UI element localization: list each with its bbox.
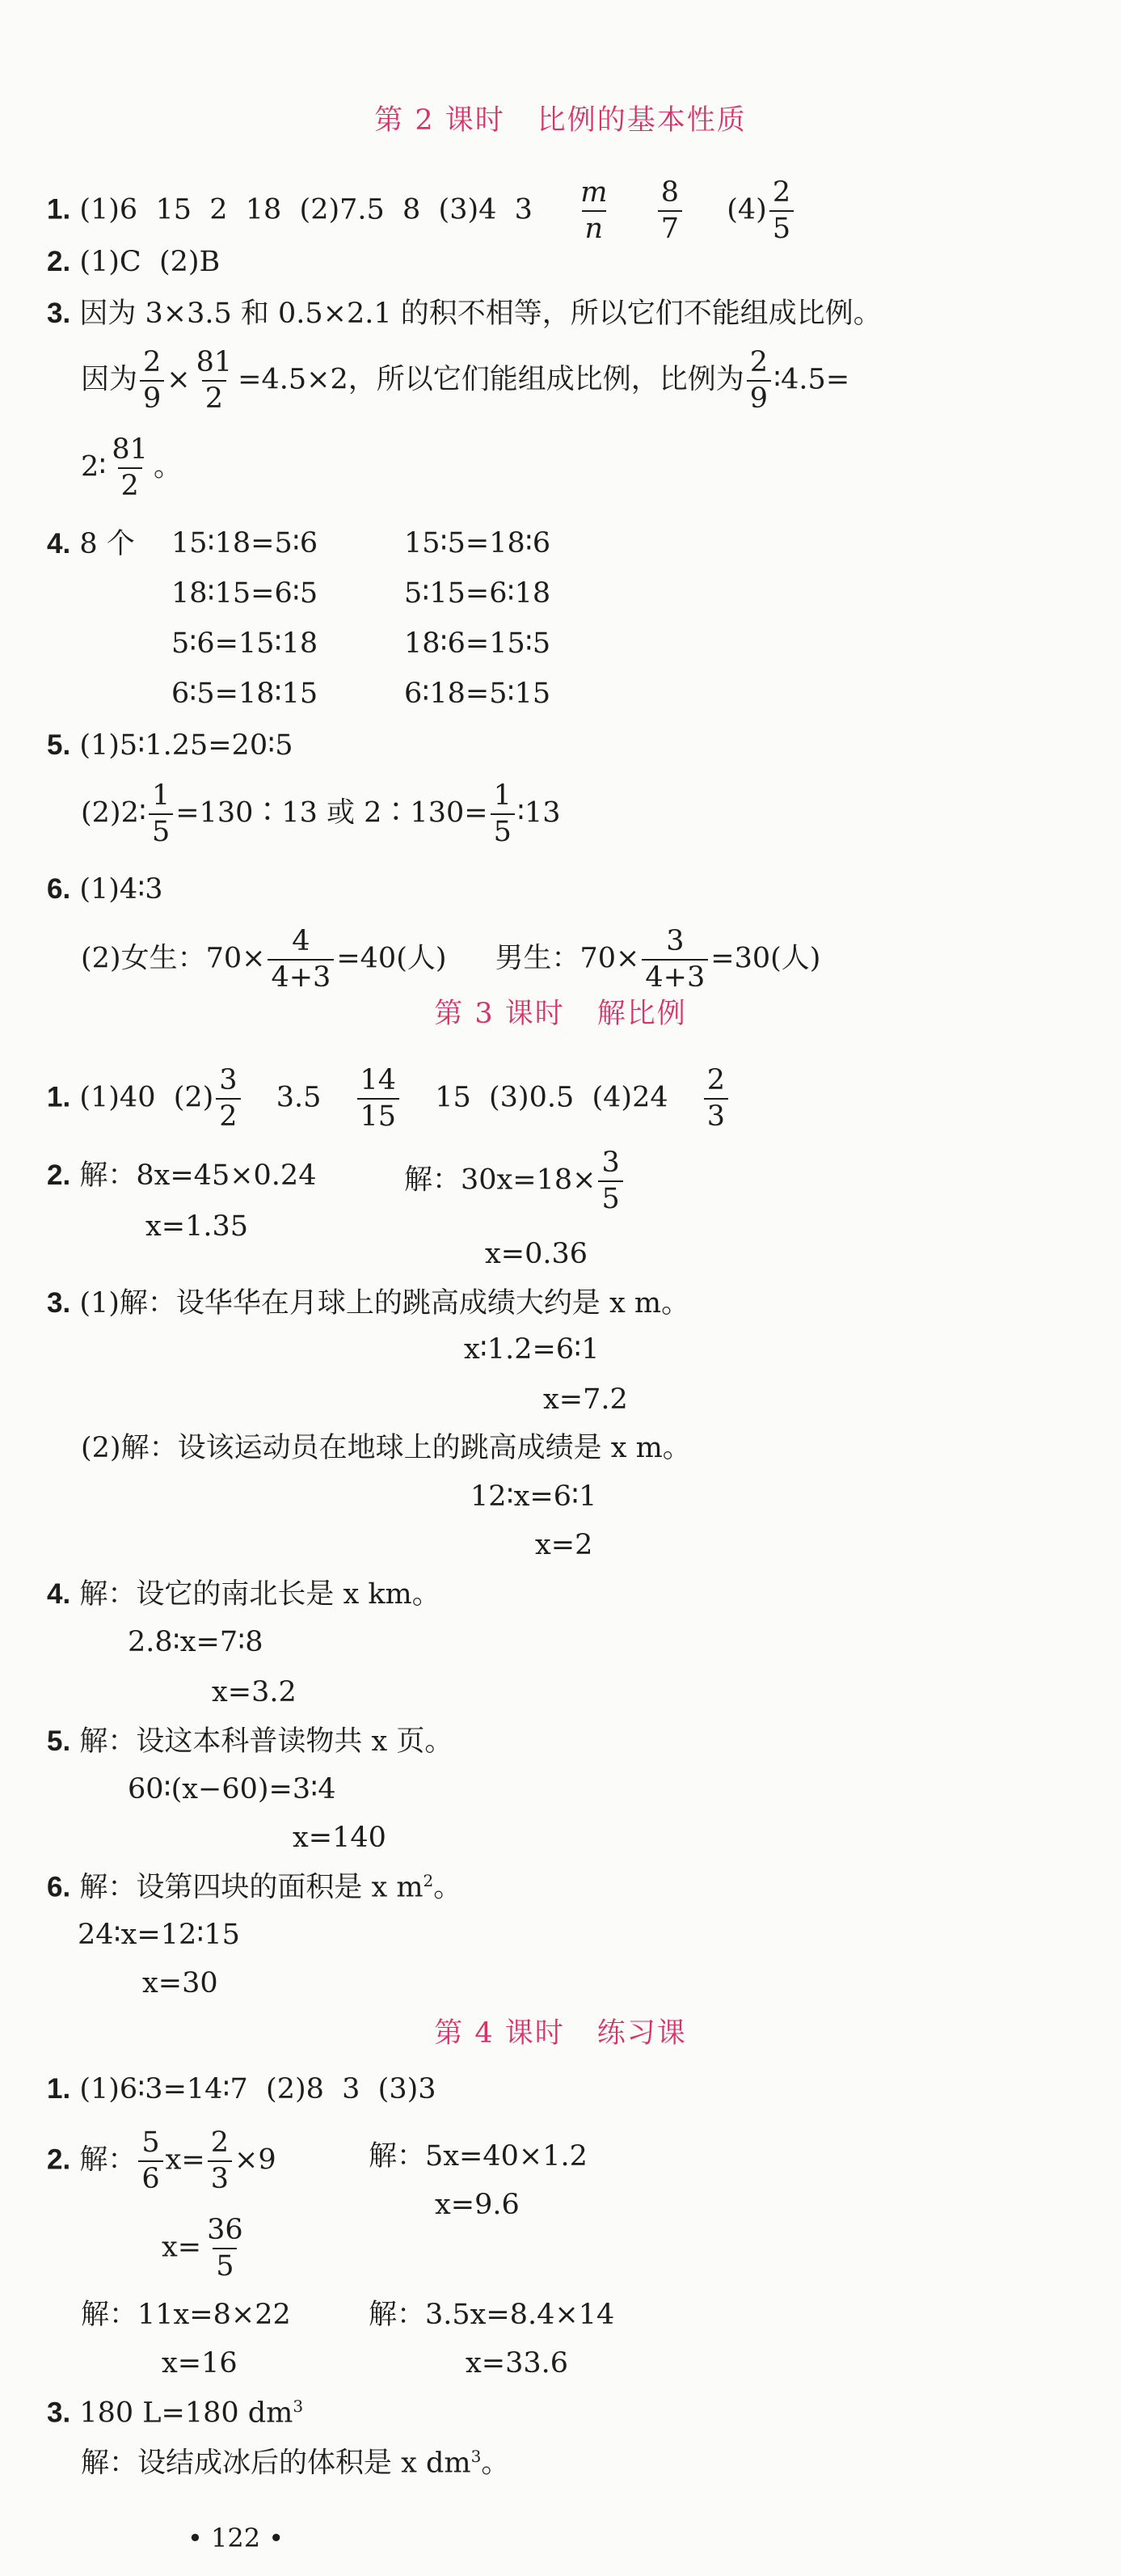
solution-line: 24∶x=12∶15 [78,1919,240,1951]
lesson-label: 第 3 课时 [434,998,565,1030]
fraction: $\frac{3}{4+3}$ [642,927,708,993]
solution-line: x=33.6 [466,2347,568,2380]
proportion: 18∶15=6∶5 [171,577,318,610]
text: 2∶ [81,450,107,484]
solution-line: x=9.6 [435,2189,520,2221]
question-number: 2. [47,2143,71,2176]
s3-q2-right [404,1148,626,1214]
text: 解：设结成冰后的体积是 x dm [81,2447,471,2480]
question-number: 2. [47,1159,71,1191]
solution-line: x=16 [162,2347,238,2380]
solution-line: 解：11x=8×22 [81,2299,291,2331]
solution-line: x∶1.2=6∶1 [464,1333,600,1366]
times-sign: × [166,363,191,396]
text: ×9 [234,2143,276,2177]
solution-line: 60∶(x−60)=3∶4 [128,1773,336,1805]
s4-q1 [47,2075,436,2104]
text: 3.5 [276,1081,322,1114]
fraction: $\frac{3}{2}$ [216,1066,240,1132]
s2-q2 [47,247,220,277]
s3-q3-line1 [47,1289,689,1318]
fraction: $\frac{81}{2}$ [196,346,233,415]
text: (1)40 (2) [79,1081,214,1114]
text: 解：设它的南北长是 x km。 [79,1578,440,1611]
solution-line: x=2 [535,1529,593,1561]
text: 15 (3)0.5 (4)24 [435,1081,668,1114]
fraction: $\frac{4}{4+3}$ [268,927,334,993]
lesson-topic: 解比例 [596,998,687,1030]
s2-q4-lead [47,530,135,559]
s4-q2-left-1 [47,2128,276,2194]
proportion: 6∶5=18∶15 [171,678,318,710]
text: =40(人) [336,942,447,975]
question-number: 6. [47,1871,71,1903]
s4-q3-line1 [47,2398,303,2428]
s3-q4-line1 [47,1580,440,1609]
fraction: $\frac{2}{3}$ [208,2128,232,2194]
fraction: $\frac{5}{6}$ [138,2128,162,2194]
s3-q6-line1 [47,1873,461,1902]
s2-q5-line1 [47,731,293,760]
text: ∶13 [516,796,561,830]
s2-q3-line2 [81,348,849,414]
s4-q2-left-2 [162,2215,249,2282]
fraction-8-7: $\frac{8}{7}$ [658,178,682,244]
text: 解：设这本科普读物共 x 页。 [79,1725,453,1758]
solution-line: 解：3.5x=8.4×14 [369,2299,615,2331]
answer-text: (1)4∶3 [79,873,163,906]
section-title-lesson-4 [0,2017,1121,2050]
solution-line: x=3.2 [212,1676,297,1708]
text: (1)6∶3=14∶7 (2)8 3 (3)3 [79,2073,436,2105]
s2-q6-line1 [47,875,163,904]
proportion: 15∶18=5∶6 [171,527,318,560]
question-number: 5. [47,729,71,761]
lesson-label: 第 2 课时 [374,104,505,137]
section-title-lesson-3 [0,1000,1121,1028]
proportion: 15∶5=18∶6 [404,527,551,560]
answer-text: (1)6 15 2 18 (2)7.5 8 (3)4 3 [79,193,533,226]
text: 因为 [81,363,138,396]
fraction: $\frac{1}{5}$ [491,781,515,847]
superscript: 3 [293,2397,304,2416]
question-number: 4. [47,528,71,560]
s3-q5-line1 [47,1727,453,1756]
answer-text: 8 个 [79,528,135,560]
text: 解：30x=18× [404,1163,596,1197]
solution-line: x=1.35 [145,1210,248,1243]
solution-line: 解：5x=40×1.2 [369,2140,588,2173]
text: (1)解：设华华在月球上的跳高成绩大约是 x m。 [79,1287,690,1320]
text: x= [165,2143,205,2177]
page-number: • 122 • [188,2523,284,2553]
text: 180 L=180 dm [79,2397,293,2430]
superscript: 2 [423,1871,434,1890]
superscript: 3 [470,2447,482,2466]
section-title-lesson-2 [0,104,1121,137]
question-number: 3. [47,2397,71,2429]
text: 解：设第四块的面积是 x m [79,1871,424,1904]
fraction: $\frac{1}{5}$ [149,781,173,847]
fraction: $\frac{81}{2}$ [112,433,148,502]
text: ∶4.5= [773,363,850,396]
proportion: 18∶6=15∶5 [404,627,551,660]
fraction: $\frac{2}{3}$ [704,1066,728,1132]
s3-q1 [47,1066,731,1132]
text: =30(人) [710,942,821,975]
answer-text: (1)C (2)B [79,246,221,278]
s2-q3-line1 [47,299,882,328]
lesson-topic: 比例的基本性质 [537,104,747,137]
s2-q1 [47,178,796,244]
fraction: $\frac{36}{5}$ [207,2214,243,2283]
question-number: 3. [47,298,71,329]
solution-line: x=7.2 [543,1383,628,1416]
question-number: 4. [47,1578,71,1610]
solution-line: (2)解：设该运动员在地球上的跳高成绩是 x m。 [81,1432,691,1464]
question-number: 2. [47,246,71,277]
question-number: 6. [47,873,71,905]
question-number: 1. [47,193,71,226]
s4-q3-line2 [81,2448,509,2478]
text: 。 [481,2447,510,2480]
s3-q2-left [47,1161,316,1190]
lesson-label: 第 4 课时 [434,2017,565,2050]
lesson-topic: 练习课 [596,2017,687,2050]
proportion: 6∶18=5∶15 [404,678,551,710]
part-label: (4) [727,193,767,226]
text: 。 [433,1871,462,1904]
solution-line: x=140 [293,1822,386,1854]
fraction: $\frac{14}{15}$ [357,1066,400,1132]
fraction-m-n: $\frac{m}{n}$ [580,176,608,245]
question-number: 1. [47,2073,71,2105]
solution-line: x=30 [142,1967,218,2000]
fraction: $\frac{2}{9}$ [747,348,771,414]
text: =130∶13 或 2∶130= [175,796,488,830]
text: 。 [153,450,182,484]
proportion: 5∶15=6∶18 [404,577,551,610]
question-number: 5. [47,1725,71,1757]
answer-text: (1)5∶1.25=20∶5 [79,729,293,762]
s2-q3-line3 [81,435,182,501]
fraction: $\frac{3}{5}$ [598,1148,622,1214]
s2-q6-line2 [81,927,820,993]
solution-line: 2.8∶x=7∶8 [128,1626,263,1658]
solution-line: x=0.36 [485,1238,588,1270]
proportion: 5∶6=15∶18 [171,627,318,660]
text: 解：8x=45×0.24 [79,1159,317,1192]
question-number: 3. [47,1287,71,1319]
question-number: 1. [47,1081,71,1113]
solution-line: 12∶x=6∶1 [470,1480,597,1513]
text: (2)女生：70× [81,942,266,975]
s2-q5-line2 [81,781,561,847]
fraction-2-5: $\frac{2}{5}$ [769,178,794,244]
text: (2)2∶ [81,796,146,830]
text: x= [162,2231,202,2264]
text: 解： [79,2143,137,2177]
answer-text: 因为 3×3.5 和 0.5×2.1 的积不相等，所以它们不能组成比例。 [79,298,882,330]
text: =4.5×2，所以它们能组成比例，比例为 [238,363,744,396]
text: 男生：70× [495,942,640,975]
fraction: $\frac{2}{9}$ [140,348,164,414]
